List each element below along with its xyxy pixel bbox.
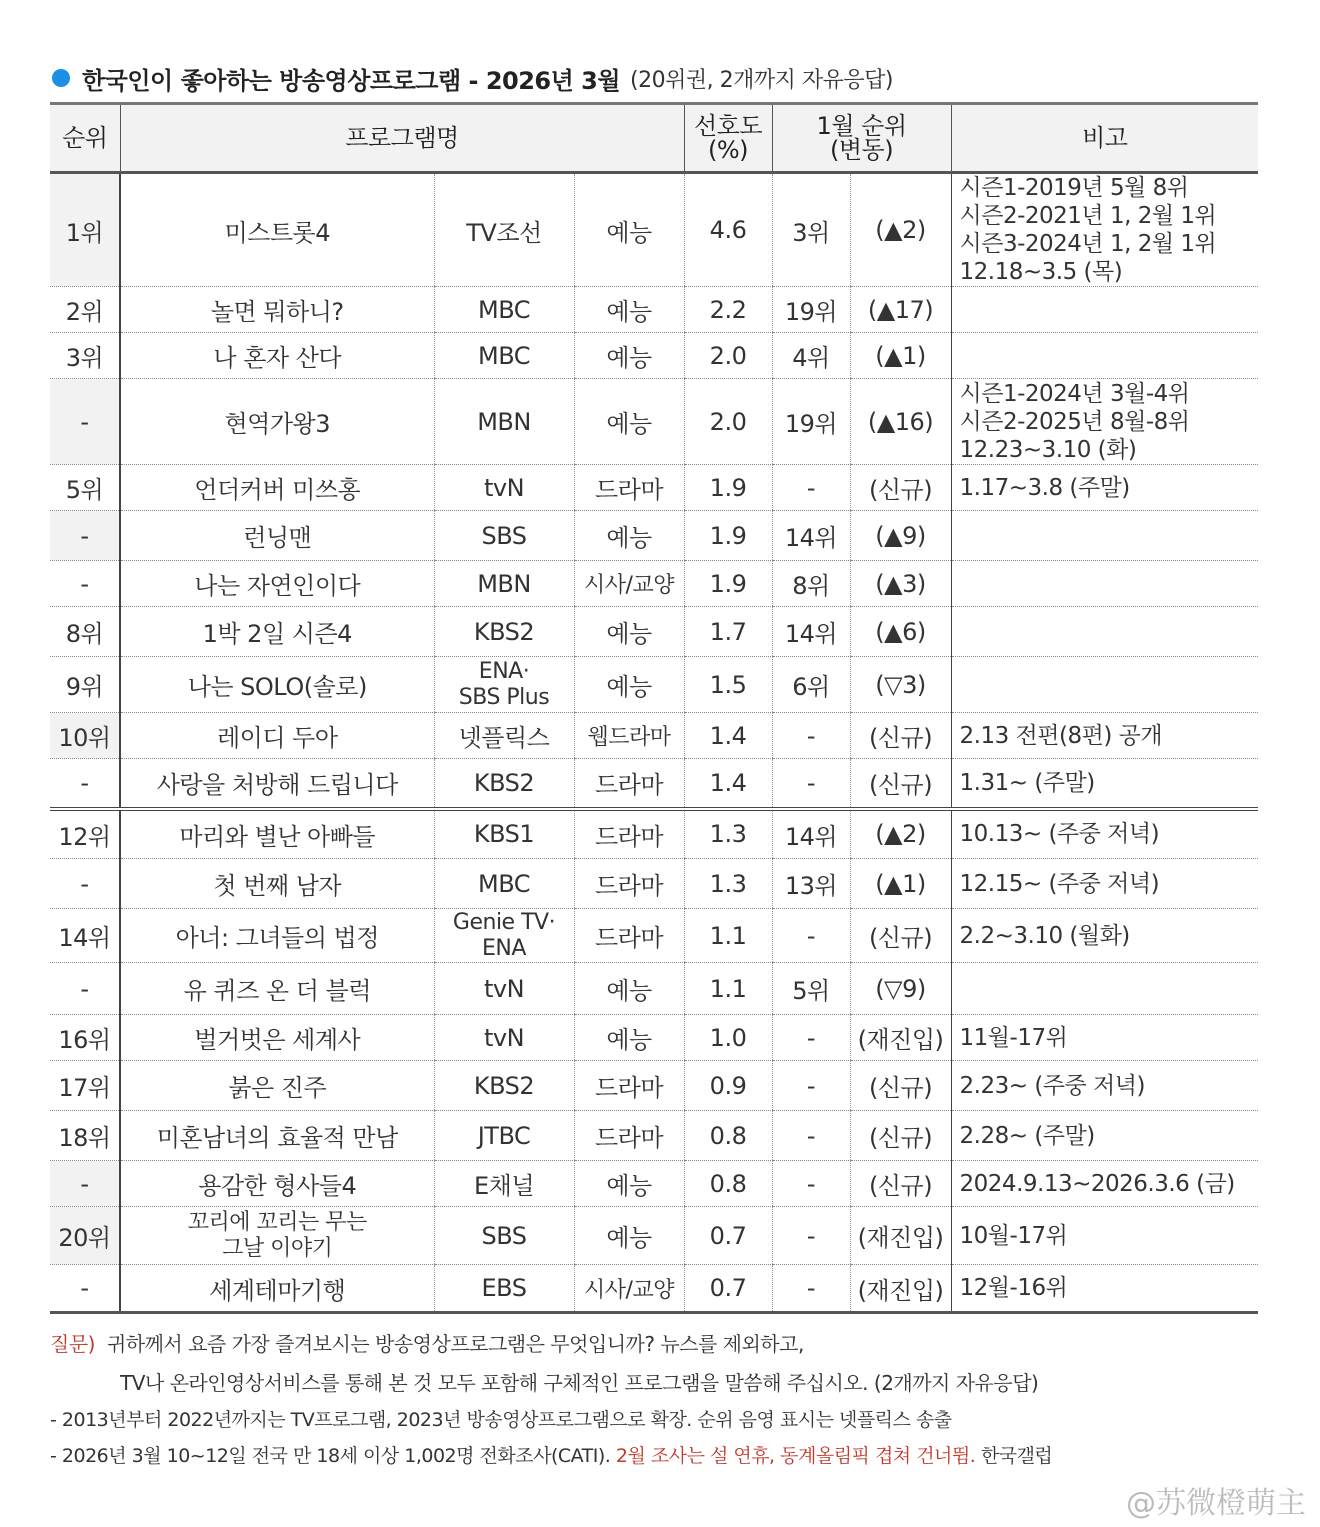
remarks-cell: 1.31~ (주말) [951, 759, 1258, 809]
rank-change-cell: (▲9) [850, 511, 951, 561]
program-name-cell: 미스트롯4 [120, 173, 434, 287]
table-row [50, 713, 1258, 759]
rank-cell: 8위 [50, 607, 120, 657]
table-row [50, 379, 1258, 465]
preference-cell: 2.0 [684, 379, 772, 465]
rank-change-cell: (신규) [850, 1111, 951, 1161]
channel-cell: KBS1 [434, 809, 574, 859]
table-row [50, 1207, 1258, 1265]
jan-rank-cell: 14위 [772, 607, 850, 657]
preference-cell: 1.9 [684, 561, 772, 607]
table-row [50, 287, 1258, 333]
table-row [50, 1161, 1258, 1207]
rank-cell: 10위 [50, 713, 120, 759]
rank-cell: 5위 [50, 465, 120, 511]
remarks-cell: 시즌1-2019년 5월 8위 시즌2-2021년 1, 2월 1위 시즌3-2024년 1, 2월 1위 12.18~3.5 (목) [951, 173, 1258, 287]
channel-cell: 넷플릭스 [434, 713, 574, 759]
jan-rank-cell: 6위 [772, 657, 850, 713]
question-text-1: 귀하께서 요즘 가장 즐겨보시는 방송영상프로그램은 무엇입니까? 뉴스를 제외하고, [106, 1332, 804, 1356]
rank-cell: - [50, 379, 120, 465]
remarks-cell: 11월-17위 [951, 1015, 1258, 1061]
preference-cell: 1.4 [684, 713, 772, 759]
jan-rank-cell: - [772, 1161, 850, 1207]
table-body [50, 173, 1258, 1313]
col-program-header: 프로그램명 [120, 104, 684, 173]
rank-cell: 20위 [50, 1207, 120, 1265]
program-name-cell: 현역가왕3 [120, 379, 434, 465]
rank-cell: 18위 [50, 1111, 120, 1161]
rank-change-cell: (▲17) [850, 287, 951, 333]
remarks-cell [951, 607, 1258, 657]
remarks-cell: 2024.9.13~2026.3.6 (금) [951, 1161, 1258, 1207]
rank-cell: 3위 [50, 333, 120, 379]
jan-rank-cell: - [772, 1265, 850, 1313]
remarks-cell: 1.17~3.8 (주말) [951, 465, 1258, 511]
rank-change-cell: (▲1) [850, 333, 951, 379]
watermark: @苏微橙萌主 [1126, 1486, 1306, 1521]
col-preference-header [684, 104, 772, 173]
table-row [50, 333, 1258, 379]
remarks-cell [951, 561, 1258, 607]
remarks-cell: 2.28~ (주말) [951, 1111, 1258, 1161]
genre-cell: 예능 [574, 511, 684, 561]
remarks-cell: 2.13 전편(8편) 공개 [951, 713, 1258, 759]
page-title: 한국인이 좋아하는 방송영상프로그램 - 2026년 3월 [82, 66, 621, 95]
program-name-cell: 언더커버 미쓰홍 [120, 465, 434, 511]
program-name-cell: 아너: 그녀들의 법정 [120, 909, 434, 963]
jan-rank-cell: - [772, 1061, 850, 1111]
program-name-cell: 꼬리에 꼬리는 무는 그날 이야기 [120, 1207, 434, 1265]
rank-change-cell: (재진입) [850, 1207, 951, 1265]
channel-cell: Genie TV· ENA [434, 909, 574, 963]
rank-change-cell: (▽9) [850, 963, 951, 1015]
preference-cell: 4.6 [684, 173, 772, 287]
jan-rank-cell: 19위 [772, 287, 850, 333]
rank-cell: 2위 [50, 287, 120, 333]
program-name-cell: 나 혼자 산다 [120, 333, 434, 379]
genre-cell: 예능 [574, 607, 684, 657]
preference-cell: 0.7 [684, 1265, 772, 1313]
jan-rank-cell: - [772, 759, 850, 809]
jan-rank-cell: 8위 [772, 561, 850, 607]
channel-cell: tvN [434, 465, 574, 511]
col-jan-rank-label: 1월 순위 [816, 112, 907, 140]
program-name-cell: 첫 번째 남자 [120, 859, 434, 909]
preference-cell: 1.3 [684, 859, 772, 909]
genre-cell: 드라마 [574, 465, 684, 511]
genre-cell: 예능 [574, 657, 684, 713]
genre-cell: 드라마 [574, 1111, 684, 1161]
col-jan-rank-change: (변동) [829, 136, 894, 164]
genre-cell: 예능 [574, 1161, 684, 1207]
preference-cell: 0.9 [684, 1061, 772, 1111]
question-line-1 [50, 1328, 804, 1357]
rank-cell: - [50, 963, 120, 1015]
preference-cell: 1.9 [684, 511, 772, 561]
remarks-cell: 10.13~ (주중 저녁) [951, 809, 1258, 859]
remarks-cell [951, 511, 1258, 561]
channel-cell: E채널 [434, 1161, 574, 1207]
rank-cell: - [50, 511, 120, 561]
remarks-cell [951, 333, 1258, 379]
program-name-cell: 레이디 두아 [120, 713, 434, 759]
rank-cell: - [50, 1265, 120, 1313]
jan-rank-cell: - [772, 909, 850, 963]
channel-cell: MBN [434, 379, 574, 465]
jan-rank-cell: 13위 [772, 859, 850, 909]
rank-cell: - [50, 561, 120, 607]
jan-rank-cell: 4위 [772, 333, 850, 379]
rank-cell: 9위 [50, 657, 120, 713]
rank-cell: - [50, 759, 120, 809]
table-row [50, 607, 1258, 657]
channel-cell: EBS [434, 1265, 574, 1313]
col-preference-label: 선호도 [693, 112, 763, 140]
remarks-cell: 2.2~3.10 (월화) [951, 909, 1258, 963]
jan-rank-cell: 19위 [772, 379, 850, 465]
table-row [50, 1265, 1258, 1313]
rank-change-cell: (재진입) [850, 1265, 951, 1313]
genre-cell: 시사/교양 [574, 561, 684, 607]
program-name-cell: 유 퀴즈 온 더 블럭 [120, 963, 434, 1015]
table-row [50, 511, 1258, 561]
rank-change-cell: (▲16) [850, 379, 951, 465]
preference-cell: 1.3 [684, 809, 772, 859]
col-remarks-header: 비고 [951, 104, 1258, 173]
preference-cell: 2.0 [684, 333, 772, 379]
preference-cell: 1.5 [684, 657, 772, 713]
program-name-cell: 미혼남녀의 효율적 만남 [120, 1111, 434, 1161]
footnote-2-skip: 2월 조사는 설 연휴, 동계올림픽 겹쳐 건너뜀. [615, 1445, 976, 1467]
rank-change-cell: (▲6) [850, 607, 951, 657]
genre-cell: 예능 [574, 287, 684, 333]
table-row [50, 657, 1258, 713]
preference-cell: 0.8 [684, 1111, 772, 1161]
rank-change-cell: (신규) [850, 713, 951, 759]
col-preference-unit: (%) [708, 136, 749, 164]
question-label: 질문) [50, 1332, 95, 1356]
channel-cell: MBN [434, 561, 574, 607]
program-name-cell: 런닝맨 [120, 511, 434, 561]
preference-cell: 2.2 [684, 287, 772, 333]
channel-cell: MBC [434, 287, 574, 333]
remarks-cell: 12.15~ (주중 저녁) [951, 859, 1258, 909]
table-row [50, 809, 1258, 859]
table-row [50, 173, 1258, 287]
rank-change-cell: (신규) [850, 465, 951, 511]
table-row [50, 1111, 1258, 1161]
remarks-cell: 2.23~ (주중 저녁) [951, 1061, 1258, 1111]
rank-change-cell: (신규) [850, 1161, 951, 1207]
channel-cell: MBC [434, 859, 574, 909]
rank-change-cell: (신규) [850, 759, 951, 809]
rank-cell: 14위 [50, 909, 120, 963]
footnote-2-source: 한국갤럽 [980, 1445, 1053, 1467]
genre-cell: 시사/교양 [574, 1265, 684, 1313]
table-row [50, 759, 1258, 809]
genre-cell: 웹드라마 [574, 713, 684, 759]
program-name-cell: 나는 자연인이다 [120, 561, 434, 607]
table-row [50, 561, 1258, 607]
channel-cell: tvN [434, 963, 574, 1015]
program-name-cell: 세계테마기행 [120, 1265, 434, 1313]
bullet-icon [52, 69, 70, 87]
question-line-2: TV나 온라인영상서비스를 통해 본 것 모두 포함해 구체적인 프로그램을 말씀해 주십시오. (2개까지 자유응답) [120, 1371, 1039, 1395]
table-row [50, 859, 1258, 909]
genre-cell: 예능 [574, 963, 684, 1015]
genre-cell: 드라마 [574, 759, 684, 809]
table-row [50, 1061, 1258, 1111]
remarks-cell: 10월-17위 [951, 1207, 1258, 1265]
footnote-2 [50, 1441, 1052, 1468]
jan-rank-cell: - [772, 465, 850, 511]
remarks-cell: 12월-16위 [951, 1265, 1258, 1313]
rank-change-cell: (▲1) [850, 859, 951, 909]
rank-cell: 1위 [50, 173, 120, 287]
rank-cell: - [50, 1161, 120, 1207]
rank-change-cell: (▽3) [850, 657, 951, 713]
jan-rank-cell: 14위 [772, 809, 850, 859]
col-rank-header: 순위 [50, 104, 120, 173]
table-row [50, 465, 1258, 511]
remarks-cell: 시즌1-2024년 3월-4위 시즌2-2025년 8월-8위 12.23~3.10 (화) [951, 379, 1258, 465]
col-jan-rank-header [772, 104, 951, 173]
program-name-cell: 용감한 형사들4 [120, 1161, 434, 1207]
channel-cell: SBS [434, 1207, 574, 1265]
table-row [50, 963, 1258, 1015]
rank-cell: - [50, 859, 120, 909]
program-name-cell: 마리와 별난 아빠들 [120, 809, 434, 859]
genre-cell: 드라마 [574, 909, 684, 963]
preference-cell: 0.7 [684, 1207, 772, 1265]
jan-rank-cell: 3위 [772, 173, 850, 287]
genre-cell: 예능 [574, 1015, 684, 1061]
jan-rank-cell: - [772, 1207, 850, 1265]
rank-change-cell: (▲2) [850, 809, 951, 859]
jan-rank-cell: - [772, 1111, 850, 1161]
program-name-cell: 사랑을 처방해 드립니다 [120, 759, 434, 809]
genre-cell: 드라마 [574, 859, 684, 909]
footnote-1: - 2013년부터 2022년까지는 TV프로그램, 2023년 방송영상프로그램으로 확장. 순위 음영 표시는 넷플릭스 송출 [50, 1409, 952, 1431]
jan-rank-cell: 14위 [772, 511, 850, 561]
ranking-table [50, 102, 1258, 1314]
footnote-2-survey: - 2026년 3월 10~12일 전국 만 18세 이상 1,002명 전화조사(CATI). [50, 1445, 611, 1467]
channel-cell: JTBC [434, 1111, 574, 1161]
preference-cell: 0.8 [684, 1161, 772, 1207]
genre-cell: 드라마 [574, 809, 684, 859]
channel-cell: TV조선 [434, 173, 574, 287]
remarks-cell [951, 657, 1258, 713]
jan-rank-cell: - [772, 713, 850, 759]
program-name-cell: 벌거벗은 세계사 [120, 1015, 434, 1061]
genre-cell: 예능 [574, 1207, 684, 1265]
program-name-cell: 놀면 뭐하니? [120, 287, 434, 333]
rank-cell: 12위 [50, 809, 120, 859]
table-header [50, 104, 1258, 173]
preference-cell: 1.1 [684, 963, 772, 1015]
preference-cell: 1.4 [684, 759, 772, 809]
title-note: (20위권, 2개까지 자유응답) [630, 67, 893, 93]
table-row [50, 909, 1258, 963]
preference-cell: 1.7 [684, 607, 772, 657]
channel-cell: KBS2 [434, 607, 574, 657]
rank-cell: 17위 [50, 1061, 120, 1111]
rank-change-cell: (▲3) [850, 561, 951, 607]
channel-cell: SBS [434, 511, 574, 561]
program-name-cell: 붉은 진주 [120, 1061, 434, 1111]
title-row [52, 60, 893, 96]
table-row [50, 1015, 1258, 1061]
rank-change-cell: (재진입) [850, 1015, 951, 1061]
preference-cell: 1.1 [684, 909, 772, 963]
program-name-cell: 나는 SOLO(솔로) [120, 657, 434, 713]
jan-rank-cell: - [772, 1015, 850, 1061]
channel-cell: tvN [434, 1015, 574, 1061]
remarks-cell [951, 287, 1258, 333]
channel-cell: KBS2 [434, 759, 574, 809]
genre-cell: 예능 [574, 379, 684, 465]
jan-rank-cell: 5위 [772, 963, 850, 1015]
genre-cell: 예능 [574, 173, 684, 287]
channel-cell: MBC [434, 333, 574, 379]
remarks-cell [951, 963, 1258, 1015]
program-name-cell: 1박 2일 시즌4 [120, 607, 434, 657]
rank-change-cell: (신규) [850, 1061, 951, 1111]
genre-cell: 예능 [574, 333, 684, 379]
rank-change-cell: (▲2) [850, 173, 951, 287]
preference-cell: 1.9 [684, 465, 772, 511]
rank-cell: 16위 [50, 1015, 120, 1061]
rank-change-cell: (신규) [850, 909, 951, 963]
preference-cell: 1.0 [684, 1015, 772, 1061]
channel-cell: ENA· SBS Plus [434, 657, 574, 713]
channel-cell: KBS2 [434, 1061, 574, 1111]
genre-cell: 드라마 [574, 1061, 684, 1111]
